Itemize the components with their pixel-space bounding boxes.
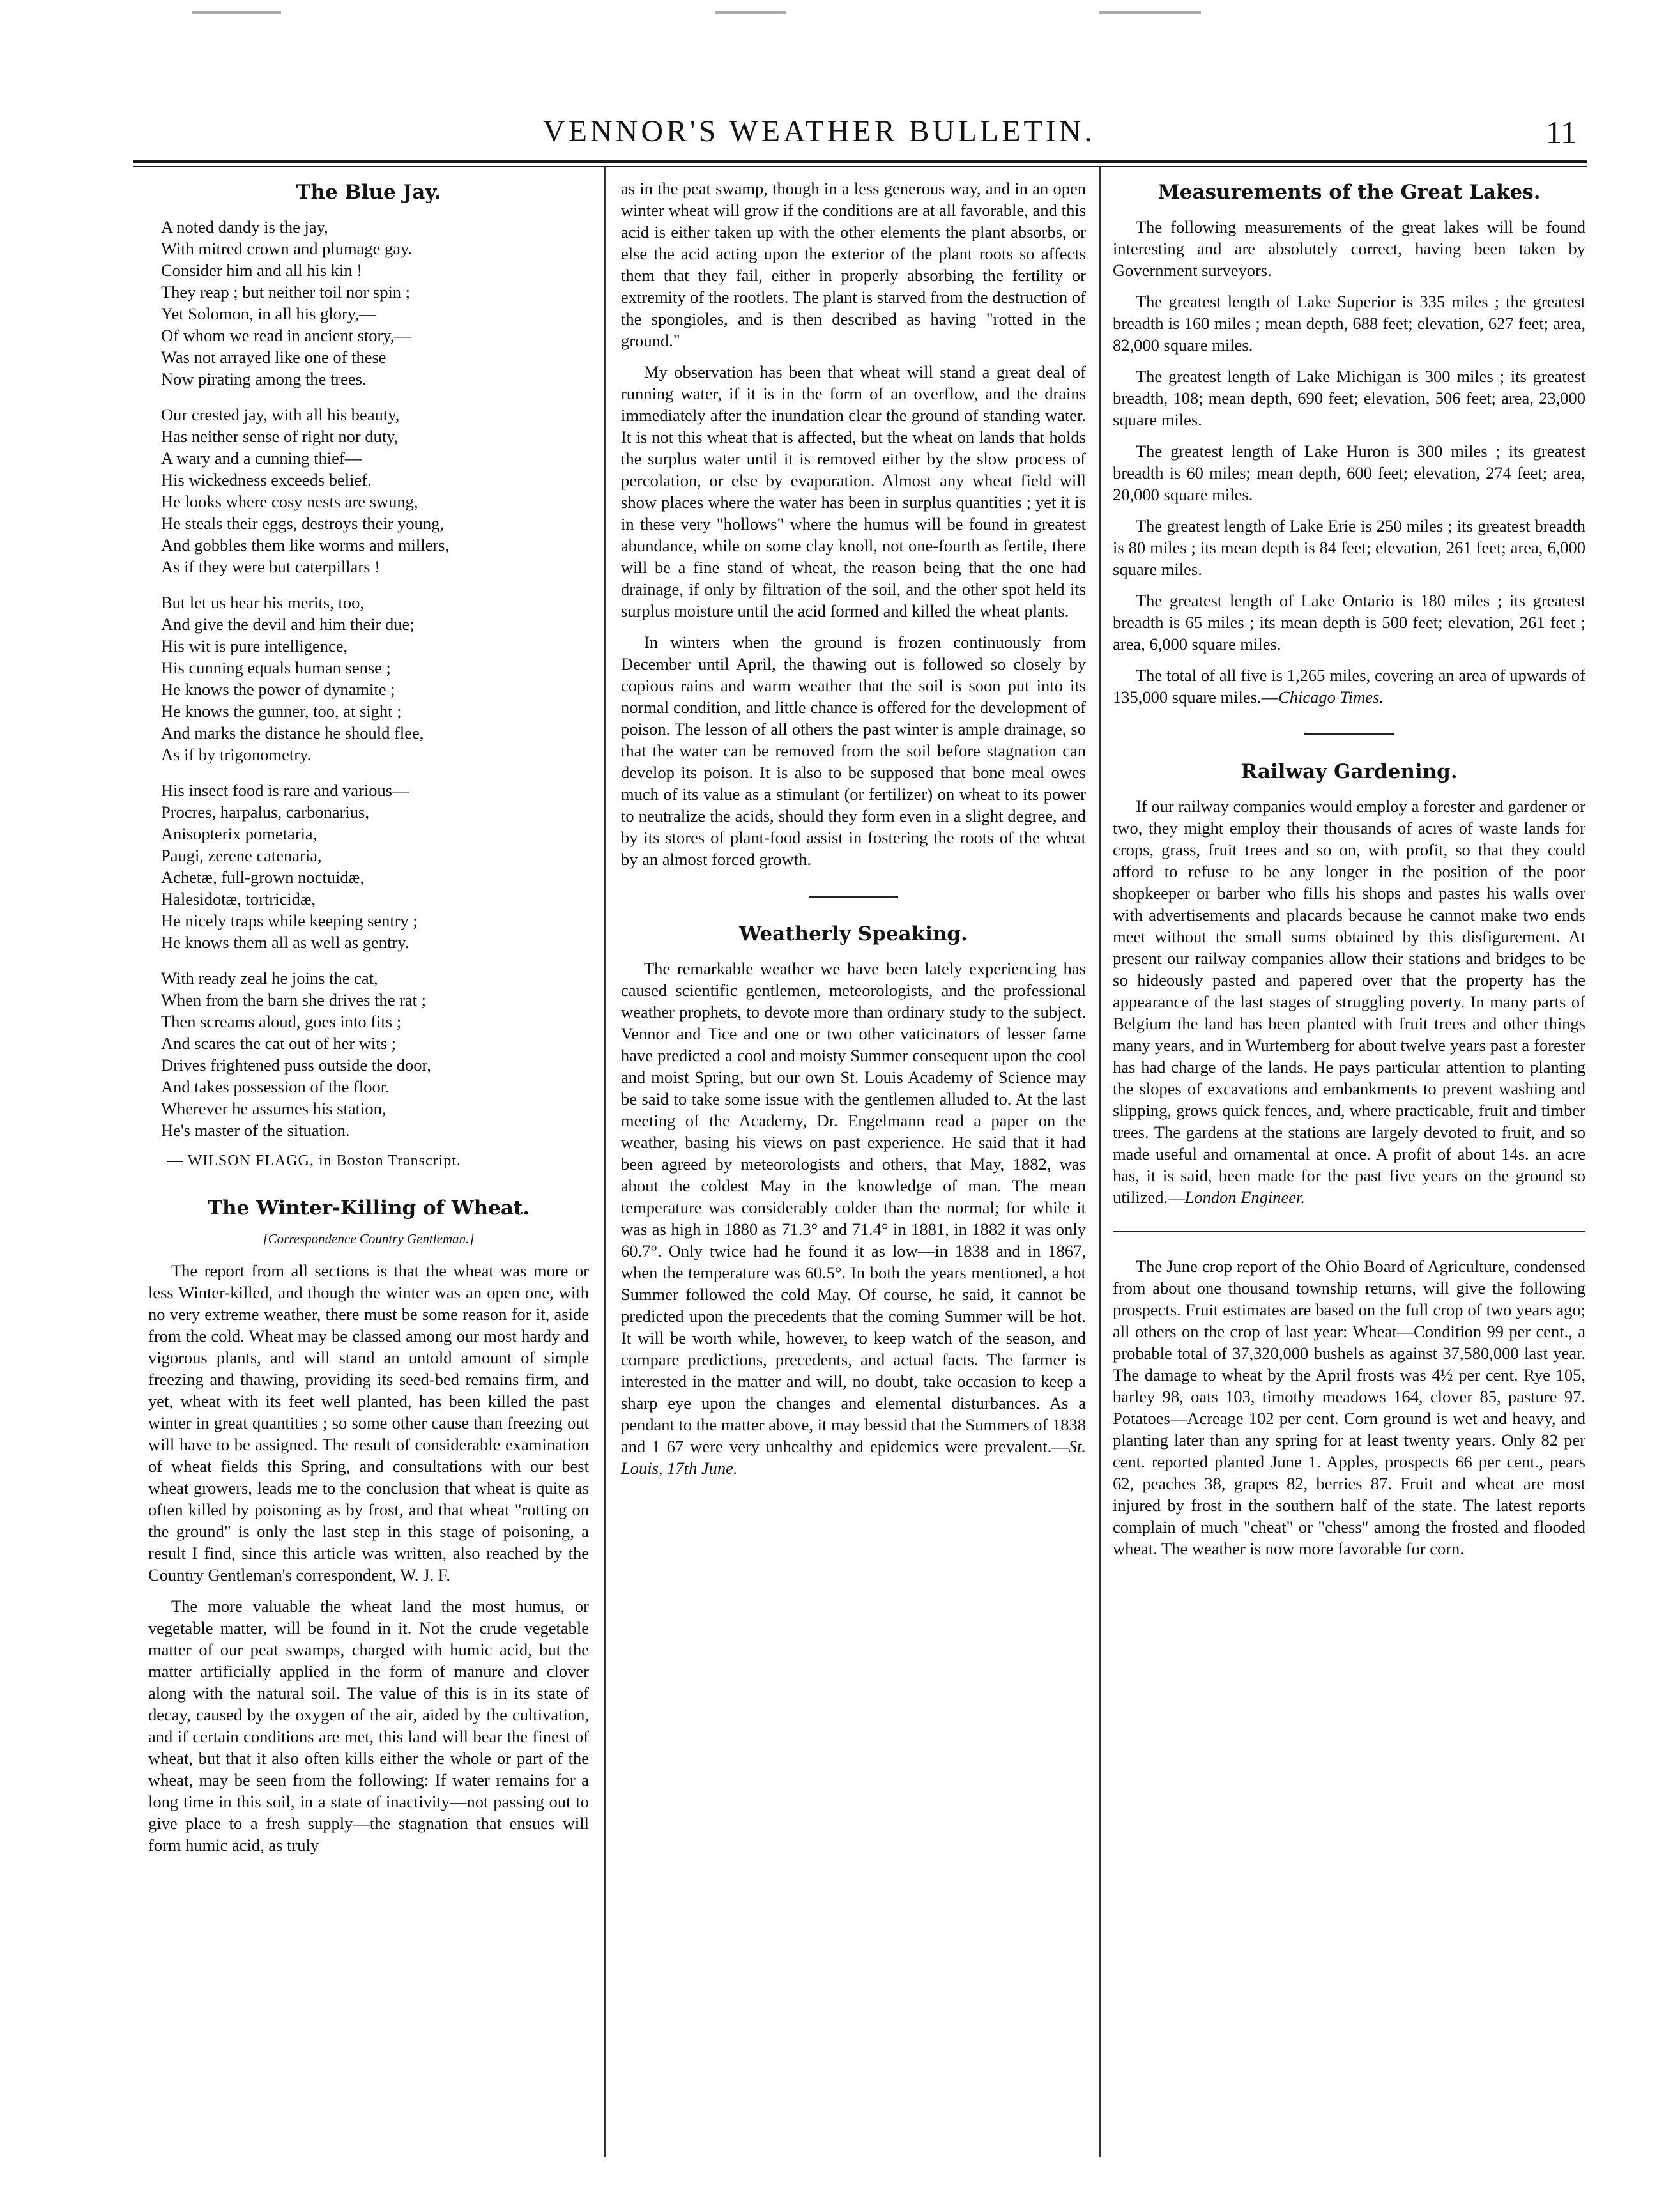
column-middle (621, 178, 1086, 1489)
section-separator (809, 896, 898, 898)
article-paragraph (1113, 795, 1585, 1208)
poem-line: He knows them all as well as gentry. (161, 933, 409, 952)
article-title-blue-jay: The Blue Jay. (296, 181, 441, 204)
poem-line: His wit is pure intelligence, (161, 636, 348, 655)
print-speck (1099, 11, 1201, 14)
article-title-great-lakes: Measurements of the Great Lakes. (1157, 181, 1541, 204)
article-paragraph: as in the peat swamp, though in a less generous way, and in an open winter wheat will grow if the conditions are at all favorable, and this acid is either taken up with the other elements the plant absorbs, or else the acid acting upon the exterior of the plant roots so affects them that they fail, either in properly absorbing the fertility or extremity of the rootlets. The plant is starved from the destruction of the spongioles, and is then described as having "rotted in the ground." (621, 179, 1086, 350)
poem-line: Achetæ, full-grown noctuidæ, (161, 868, 364, 887)
article-source: Chicago Times. (1278, 687, 1384, 707)
poem-blue-jay (148, 216, 589, 1141)
article-paragraph: The greatest length of Lake Superior is 335 miles ; the greatest breadth is 160 miles ; mean depth, 688 feet; elevation, 627 feet; area, 82,000 square miles. (1113, 292, 1585, 355)
poem-line: They reap ; but neither toil nor spin ; (161, 282, 411, 302)
column-right (1113, 178, 1585, 1569)
article-paragraph: In winters when the ground is frozen continuously from December until April, the thawing out is followed so closely by copious rains and warm weather that the soil is soon put into its normal condition, and little chance is offered for the development of poison. The lesson of all others the past winter is ample drainage, so that the water can be removed from the soil before stagnation can develop its poison. It is also to be supposed that bone meal owes much of its value as a stimulant (or fertilizer) on wheat to its power to neutralize the acids, should they form even in a slight degree, and by its stores of plant-food assist in fostering the roots of the wheat by an almost forced growth. (621, 632, 1086, 869)
column-divider (1099, 167, 1101, 2157)
poem-line: Consider him and all his kin ! (161, 261, 363, 280)
article-paragraph: The greatest length of Lake Ontario is 180 miles ; its greatest breadth is 65 miles ; its mean depth is 500 feet; elevation, 261 feet ; area, 6,000 square miles. (1113, 591, 1585, 654)
article-paragraph: My observation has been that wheat will stand a great deal of running water, if it is in the form of an overflow, and the drains immediately after the inundation clear the ground of standing water. It is not this wheat that is affected, but the wheat on lands that holds the surplus water until it is removed either by the slow process of percolation, or else by evaporation. Almost any wheat field will show places where the water has been in surplus quantities ; yet it is in these very "hollows" where the humus will be found in greatest abundance, while on some clay knoll, not one-fourth as fertile, there will be a fine stand of wheat, the reason being that the one had drainage, if only by filtration of the soil, and the other spot held its surplus moisture until the acid formed and killed the wheat plants. (621, 362, 1086, 620)
header-rule-thin (133, 166, 1587, 167)
poem-line: Of whom we read in ancient story,— (161, 326, 411, 345)
print-speck (715, 11, 786, 14)
print-speck (192, 11, 281, 14)
poem-stanza (161, 592, 589, 765)
poem-stanza (161, 967, 589, 1141)
page-number: 11 (1546, 114, 1577, 150)
poem-line: And gobbles them like worms and millers, (161, 535, 450, 555)
article-paragraph (1113, 664, 1585, 708)
page-header-title: VENNOR'S WEATHER BULLETIN. (543, 114, 1096, 148)
poem-line: With ready zeal he joins the cat, (161, 969, 378, 988)
article-paragraph: The greatest length of Lake Erie is 250 miles ; its greatest breadth is 80 miles ; its mean depth is 84 feet; elevation, 261 feet; area, 6,000 square miles. (1113, 516, 1585, 579)
article-text: If our railway companies would employ a forester and gardener or two, they might employ their thousands of acres of waste lands for crops, grass, fruit trees and so on, with profit, so that they could afford to refuse to be any longer in the position of the poor shopkeeper or barber who fills his shops and pastes his walls over with advertisements and placards because he cannot make two ends meet without the small sums obtained by this disfigurement. At present our railway companies allow their stations and bridges to be so hideously pasted and papered over that the property has the appearance of the last stages of struggling poverty. In many parts of Belgium the land has been planted with fruit trees and other things many years, and in Wurtemberg for about twelve years past a forester has had charge of the lands. He pays particular attention to planting the slopes of excavations and embankments to prevent washing and slipping, grows quick fences, and, where practicable, fruit and timber trees. The gardens at the stations are largely devoted to fruit, and so made useful and ornamental at once. A profit of about 14s. an acre has, it is said, been made for the past five years on the ground so utilized.— (1113, 797, 1585, 1207)
poem-line: Has neither sense of right nor duty, (161, 427, 399, 446)
article-title-winter-killing: The Winter-Killing of Wheat. (207, 1197, 530, 1220)
column-left (148, 178, 589, 1865)
article-source: St. Louis, 17th June. (621, 1437, 1086, 1478)
poem-line: He looks where cosy nests are swung, (161, 492, 418, 511)
poem-line: As if they were but caterpillars ! (161, 557, 380, 576)
poem-line: Now pirating among the trees. (161, 369, 367, 388)
poem-line: As if by trigonometry. (161, 745, 312, 764)
poem-line: He's master of the situation. (161, 1121, 350, 1140)
poem-line: He knows the power of dynamite ; (161, 680, 395, 699)
article-text: The total of all five is 1,265 miles, covering an area of upwards of 135,000 square miles.— (1113, 666, 1585, 707)
poem-stanza (161, 779, 589, 953)
poem-line: He nicely traps while keeping sentry ; (161, 911, 418, 930)
poem-line: A noted dandy is the jay, (161, 217, 328, 236)
poem-line: And scares the cat out of her wits ; (161, 1034, 396, 1053)
poem-line: He knows the gunner, too, at sight ; (161, 701, 402, 721)
poem-line: His insect food is rare and various— (161, 781, 409, 800)
article-paragraph (621, 958, 1086, 1479)
poem-line: Drives frightened puss outside the door, (161, 1055, 431, 1075)
poem-line: But let us hear his merits, too, (161, 593, 364, 612)
article-paragraph: The following measurements of the great lakes will be found interesting and are absolutely correct, having been taken by Government surveyors. (1113, 217, 1585, 280)
poem-line: Was not arrayed like one of these (161, 348, 386, 367)
poem-attribution: — WILSON FLAGG, in Boston Transcript. (167, 1153, 461, 1169)
poem-line: His cunning equals human sense ; (161, 658, 391, 677)
article-source: London Engineer. (1184, 1188, 1306, 1207)
poem-stanza (161, 216, 589, 390)
poem-line: And give the devil and him their due; (161, 615, 415, 634)
poem-line: Anisopterix pometaria, (161, 824, 317, 843)
article-text: The remarkable weather we have been lately experiencing has caused scientific gentlemen, meteorologists, and the professional weather prophets, to devote more than ordinary study to the subject. Vennor and Tice and one or two other vaticinators of lesser fame have predicted a cool and moisty Summer consequent upon the cool and moist Spring, but our own St. Louis Academy of Science may be said to take some issue with the gentlemen alluded to. At the last meeting of the Academy, Dr. Engelmann read a paper on the weather, basing his views on past experience. He said that it had been agreed by meteorologists and others, that May, 1882, was about the coldest May in the knowledge of man. The mean temperature was considerably colder than the normal; for while it was as high in 1880 as 71.3° and 71.4° in 1881, in 1882 it was only 60.7°. Only twice had he found it as low—in 1838 and in 1867, when the temperature was 60.5°. In both the years mentioned, a hot Summer followed the cold May. Of course, he said, it cannot be predicted upon the precedents that the coming Summer will be hot. It will be worth while, however, to keep watch of the season, and compare predictions, precedents, and actual facts. The farmer is interested in the matter and will, no doubt, take occasion to keep a sharp eye upon the changes and elemental disturbances. As a pendant to the matter above, it may bessid that the Summers of 1838 and 1 67 were very unhealthy and epidemics were prevalent.— (621, 959, 1086, 1456)
header-rule-thick (133, 160, 1587, 163)
article-title-weatherly: Weatherly Speaking. (739, 923, 968, 946)
poem-line: With mitred crown and plumage gay. (161, 239, 413, 258)
column-divider (604, 167, 606, 2157)
poem-line: Halesidotæ, tortricidæ, (161, 889, 316, 908)
poem-line: When from the barn she drives the rat ; (161, 990, 427, 1009)
poem-line: Then screams aloud, goes into fits ; (161, 1012, 402, 1031)
poem-line: A wary and a cunning thief— (161, 448, 362, 468)
poem-line: Wherever he assumes his station, (161, 1099, 386, 1118)
article-paragraph: The more valuable the wheat land the most humus, or vegetable matter, will be found in it. Not the crude vegetable matter of our peat swamps, charged with humic acid, but the matter artificially applied in the form of manure and clover along with the natural soil. The value of this is in its state of decay, caused by the oxygen of the air, aided by the cultivation, and if certain conditions are met, this land will bear the finest of wheat, but that it also often kills either the whole or part of the wheat, may be seen from the following: If water remains for a long time in this soil, in a state of inactivity—not passing out to give place to a fresh supply—the stagnation that ensues will form humic acid, as truly (148, 1597, 589, 1855)
poem-line: And takes possession of the floor. (161, 1077, 390, 1096)
poem-line: Procres, harpalus, carbonarius, (161, 802, 369, 822)
poem-line: He steals their eggs, destroys their young, (161, 514, 445, 533)
poem-line: Paugi, zerene catenaria, (161, 846, 322, 865)
article-paragraph: The June crop report of the Ohio Board of Agriculture, condensed from about one thousand township returns, will give the following prospects. Fruit estimates are based on the full crop of two years ago; all others on the crop of last year: Wheat—Condition 99 per cent., a probable total of 37,320,000 bushels as against 37,580,000 last year. The damage to wheat by the April frosts was 4½ per cent. Rye 105, barley 98, oats 103, timothy meadows 164, clover 85, pasture 97. Potatoes—Acreage 102 per cent. Corn ground is wet and heavy, and planting later than any spring for at least twenty years. Only 82 per cent. reported planted June 1. Apples, prospects 66 per cent., pears 62, peaches 38, grapes 82, berries 87. Fruit and wheat are most injured by frost in the southern half of the state. The latest reports complain of much "cheat" or "chess" among the frosted and flooded wheat. The weather is now more favorable for corn. (1113, 1257, 1585, 1558)
poem-line: His wickedness exceeds belief. (161, 470, 372, 489)
article-paragraph: The greatest length of Lake Huron is 300 miles ; its greatest breadth is 60 miles; mean depth, 600 feet; elevation, 274 feet; area, 20,000 square miles. (1113, 441, 1585, 504)
article-title-railway: Railway Gardening. (1241, 760, 1458, 783)
masthead (0, 0, 1680, 150)
article-paragraph: The greatest length of Lake Michigan is 300 miles ; its greatest breadth, 108; mean depth, 690 feet; elevation, 506 feet; area, 23,000 square miles. (1113, 367, 1585, 429)
poem-line: Our crested jay, with all his beauty, (161, 405, 400, 424)
article-source: [Correspondence Country Gentleman.] (263, 1231, 475, 1246)
poem-line: Yet Solomon, in all his glory,— (161, 304, 376, 323)
poem-line: And marks the distance he should flee, (161, 723, 424, 742)
section-separator (1113, 1231, 1585, 1232)
poem-stanza (161, 404, 589, 578)
section-separator (1304, 733, 1394, 735)
article-paragraph: The report from all sections is that the wheat was more or less Winter-killed, and though the winter was an open one, with no very extreme weather, there must be some reason for it, aside from the cold. Wheat may be classed among our most hardy and vigorous plants, and will stand an untold amount of simple freezing and thawing, providing its seed-bed remains firm, and yet, wheat with its feet well planted, has been killed the past winter in great quantities ; so some other cause than freezing out will have to be assigned. The result of considerable examination of wheat fields this Spring, and consultations with our best wheat growers, leads me to the conclusion that wheat is quite as often killed by poisoning as by frost, and that wheat "rotting on the ground" is only the last step in this stage of poisoning, a result I find, since this article was written, also reached by the Country Gentleman's correspondent, W. J. F. (148, 1261, 589, 1584)
